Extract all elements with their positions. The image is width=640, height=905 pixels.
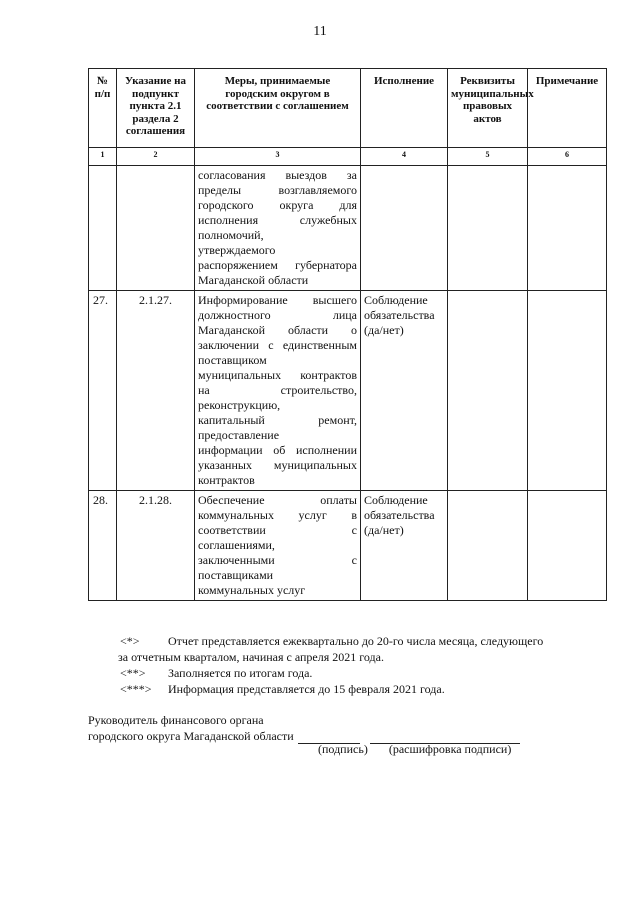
cell-num: 28. (89, 491, 117, 601)
header-requisites: Реквизиты муниципальных правовых актов (448, 69, 528, 148)
cell-execution (361, 291, 448, 491)
measure-line: утверждаемого (198, 243, 276, 257)
measure-line: коммунальных услуг в (198, 508, 357, 522)
footnote-mark: <*> (120, 634, 140, 648)
measure-line: согласования выездов за (198, 168, 357, 182)
table-row (89, 491, 607, 601)
column-number: 2 (117, 148, 195, 166)
measures-table (88, 68, 607, 601)
measure-line: Информирование высшего (198, 293, 357, 307)
measure-line: Магаданской области (198, 273, 309, 287)
footnote-1 (110, 633, 590, 649)
measure-line: капитальный ремонт, (198, 413, 357, 427)
measure-line: заключении с единственным (198, 338, 357, 352)
measure-line: соответствии с (198, 523, 357, 537)
column-number-row (89, 148, 607, 166)
cell-execution (361, 491, 448, 601)
header-num: № п/п (89, 69, 117, 148)
footnote-2 (110, 665, 590, 681)
measure-line: заключенными с (198, 553, 357, 567)
measure-line: Обеспечение оплаты (198, 493, 357, 507)
cell-measure (195, 291, 361, 491)
measure-line: исполнения служебных (198, 213, 357, 227)
signature-title-line2: городского округа Магаданской области (88, 729, 294, 743)
table-header-row (89, 69, 607, 148)
cell-requisites (448, 491, 528, 601)
cell-num (89, 166, 117, 291)
caption-decode: (расшифровка подписи) (388, 742, 512, 756)
execution-line: Соблюдение (364, 493, 428, 507)
measure-line: соглашениями, (198, 538, 275, 552)
footnote-3 (110, 681, 590, 697)
footnotes (110, 633, 590, 697)
cell-num: 27. (89, 291, 117, 491)
column-number: 1 (89, 148, 117, 166)
measure-line: коммунальных услуг (198, 583, 306, 597)
measure-line: контрактов (198, 473, 255, 487)
execution-line: Соблюдение (364, 293, 428, 307)
measure-line: на строительство, (198, 383, 357, 397)
cell-note (528, 166, 607, 291)
measure-line: поставщиками (198, 568, 274, 582)
measure-line: городского округа для (198, 198, 357, 212)
footnote-mark: <**> (120, 666, 146, 680)
measure-line: указанных муниципальных (198, 458, 357, 472)
measure-line: информации об исполнении (198, 443, 357, 457)
execution-line: (да/нет) (364, 523, 404, 537)
measure-line: полномочий, (198, 228, 264, 242)
execution-line: (да/нет) (364, 323, 404, 337)
footnote-1-continuation (110, 649, 590, 665)
measure-line: реконструкцию, (198, 398, 281, 412)
column-number: 5 (448, 148, 528, 166)
cell-measure (195, 166, 361, 291)
column-number: 6 (528, 148, 607, 166)
signature-title-line1: Руководитель финансового органа (88, 713, 264, 727)
measure-line: муниципальных контрактов (198, 368, 357, 382)
cell-note (528, 291, 607, 491)
footnote-text: Информация представляется до 15 февраля 2021 года. (168, 682, 445, 696)
cell-point: 2.1.28. (117, 491, 195, 601)
column-number: 3 (195, 148, 361, 166)
page-number: 11 (313, 24, 327, 39)
cell-measure (195, 491, 361, 601)
caption-sign: (подпись) (318, 742, 368, 756)
header-point: Указание на подпункт пункта 2.1 раздела 2 соглашения (117, 69, 195, 148)
table-row (89, 166, 607, 291)
table-body (89, 166, 607, 601)
cell-execution (361, 166, 448, 291)
measure-line: Магаданской области о (198, 323, 357, 337)
signature-block (88, 712, 588, 744)
footnote-text: за отчетным кварталом, начиная с апреля 2021 года. (118, 650, 384, 664)
footnote-text: Заполняется по итогам года. (168, 666, 313, 680)
cell-point (117, 166, 195, 291)
execution-line: обязательства (364, 508, 435, 522)
measure-line: поставщиком (198, 353, 267, 367)
column-number: 4 (361, 148, 448, 166)
footnote-mark: <***> (120, 682, 152, 696)
header-note: Примечание (528, 69, 607, 148)
header-measures: Меры, принимаемые городским округом в соответствии с соглашением (195, 69, 361, 148)
execution-line: обязательства (364, 308, 435, 322)
cell-point: 2.1.27. (117, 291, 195, 491)
signature-captions (318, 742, 511, 757)
cell-requisites (448, 291, 528, 491)
measure-line: пределы возглавляемого (198, 183, 357, 197)
cell-requisites (448, 166, 528, 291)
cell-note (528, 491, 607, 601)
measure-line: должностного лица (198, 308, 357, 322)
measure-line: предоставление (198, 428, 280, 442)
header-execution: Исполнение (361, 69, 448, 148)
measure-line: распоряжением губернатора (198, 258, 357, 272)
footnote-text: Отчет представляется ежеквартально до 20-го числа месяца, следующего (168, 634, 544, 648)
table-row (89, 291, 607, 491)
